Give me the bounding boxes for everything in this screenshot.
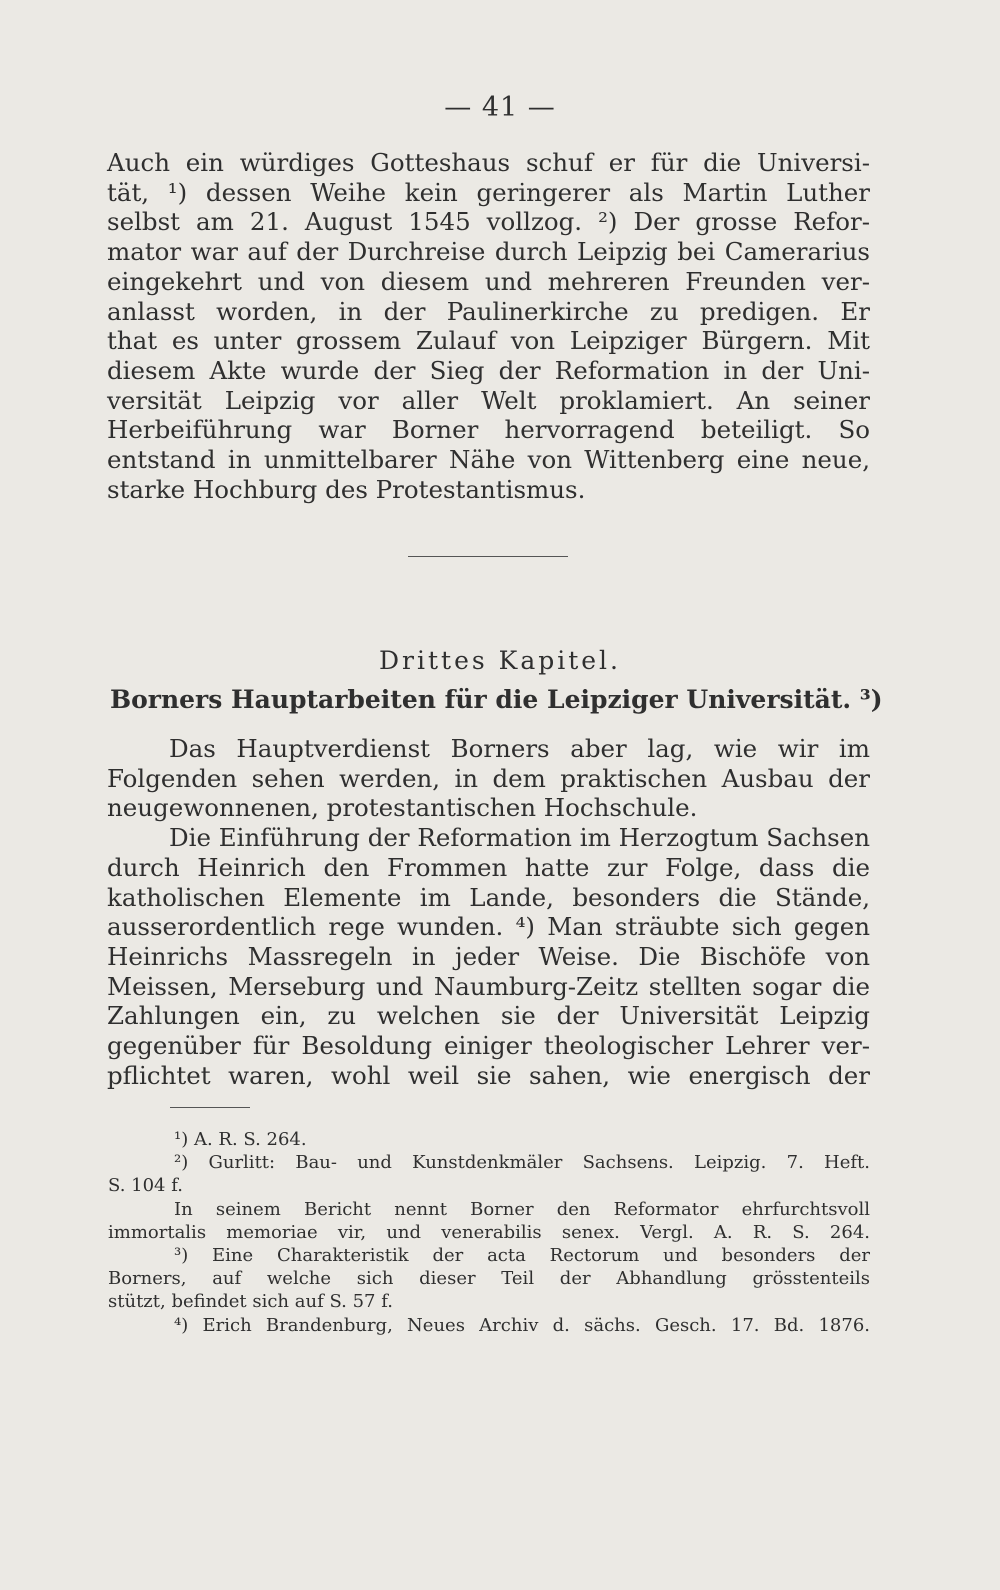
footnote-3-cont: stützt, befindet sich auf S. 57 f. (108, 1291, 393, 1313)
text-line: anlasst worden, in der Paulinerkirche zu predigen. Er (107, 296, 870, 326)
chapter-body (107, 734, 870, 1090)
text-line: pflichtet waren, wohl weil sie sahen, wie energisch der (107, 1060, 870, 1090)
text-line: diesem Akte wurde der Sieg der Reformation in der Uni- (107, 355, 870, 385)
text-line: eingekehrt und von diesem und mehreren Freunden ver- (107, 266, 870, 296)
footnote-2-cont: S. 104 f. (108, 1175, 183, 1197)
page-number: — 41 — (444, 92, 556, 123)
text-line: Zahlungen ein, zu welchen sie der Universität Leipzig (107, 1001, 870, 1031)
text-line: that es unter grossem Zulauf von Leipziger Bürgern. Mit (107, 326, 870, 356)
text-line: Meissen, Merseburg und Naumburg-Zeitz stellten sogar die (107, 971, 870, 1001)
text-line: tät, ¹) dessen Weihe kein geringerer als Martin Luther (107, 177, 870, 207)
footnotes (108, 1128, 870, 1337)
text-line: ausserordentlich rege wunden. ⁴) Man sträubte sich gegen (107, 912, 870, 942)
footnote-2-note-cont: immortalis memoriae vir, und venerabilis senex. Vergl. A. R. S. 264. (108, 1221, 870, 1243)
footnote-3-cont: Borners, auf welche sich dieser Teil der Abhandlung grösstenteils (108, 1268, 870, 1290)
footnote-4: ⁴) Erich Brandenburg, Neues Archiv d. sächs. Gesch. 17. Bd. 1876. (174, 1314, 870, 1336)
footnote-2-note: In seinem Bericht nennt Borner den Reformator ehrfurchtsvoll (174, 1198, 870, 1220)
footnote-3: ³) Eine Charakteristik der acta Rectorum und besonders der (174, 1245, 870, 1267)
text-line: Auch ein würdiges Gotteshaus schuf er für die Universi- (107, 148, 870, 177)
text-line: Die Einführung der Reformation im Herzogtum Sachsen (169, 823, 870, 853)
section-divider (408, 556, 568, 557)
text-line: starke Hochburg des Protestantismus. (107, 474, 586, 504)
paragraph-luther-sermon (107, 148, 870, 504)
text-line: Herbeiführung war Borner hervorragend beteiligt. So (107, 415, 870, 445)
text-line: mator war auf der Durchreise durch Leipzig bei Camerarius (107, 237, 870, 267)
text-line: gegenüber für Besoldung einiger theologischer Lehrer ver- (107, 1031, 870, 1061)
footnote-1: ¹) A. R. S. 264. (174, 1129, 307, 1150)
footnote-2: ²) Gurlitt: Bau- und Kunstdenkmäler Sachsens. Leipzig. 7. Heft. (174, 1152, 870, 1174)
chapter-title: Borners Hauptarbeiten für die Leipziger Universität. ³) (110, 685, 883, 714)
text-line: versität Leipzig vor aller Welt proklamiert. An seiner (107, 385, 870, 415)
text-line: Das Hauptverdienst Borners aber lag, wie wir im (169, 734, 870, 763)
text-line: durch Heinrich den Frommen hatte zur Folge, dass die (107, 852, 870, 882)
footnote-rule (170, 1107, 250, 1108)
text-line: selbst am 21. August 1545 vollzog. ²) Der grosse Refor- (107, 207, 870, 237)
text-line: entstand in unmittelbarer Nähe von Wittenberg eine neue, (107, 445, 870, 475)
chapter-label: Drittes Kapitel. (378, 646, 622, 675)
text-line: Folgenden sehen werden, in dem praktischen Ausbau der (107, 763, 870, 793)
text-line: Heinrichs Massregeln in jeder Weise. Die Bischöfe von (107, 941, 870, 971)
text-line: katholischen Elemente im Lande, besonders die Stände, (107, 882, 870, 912)
text-line: neugewonnenen, protestantischen Hochschule. (107, 793, 698, 823)
